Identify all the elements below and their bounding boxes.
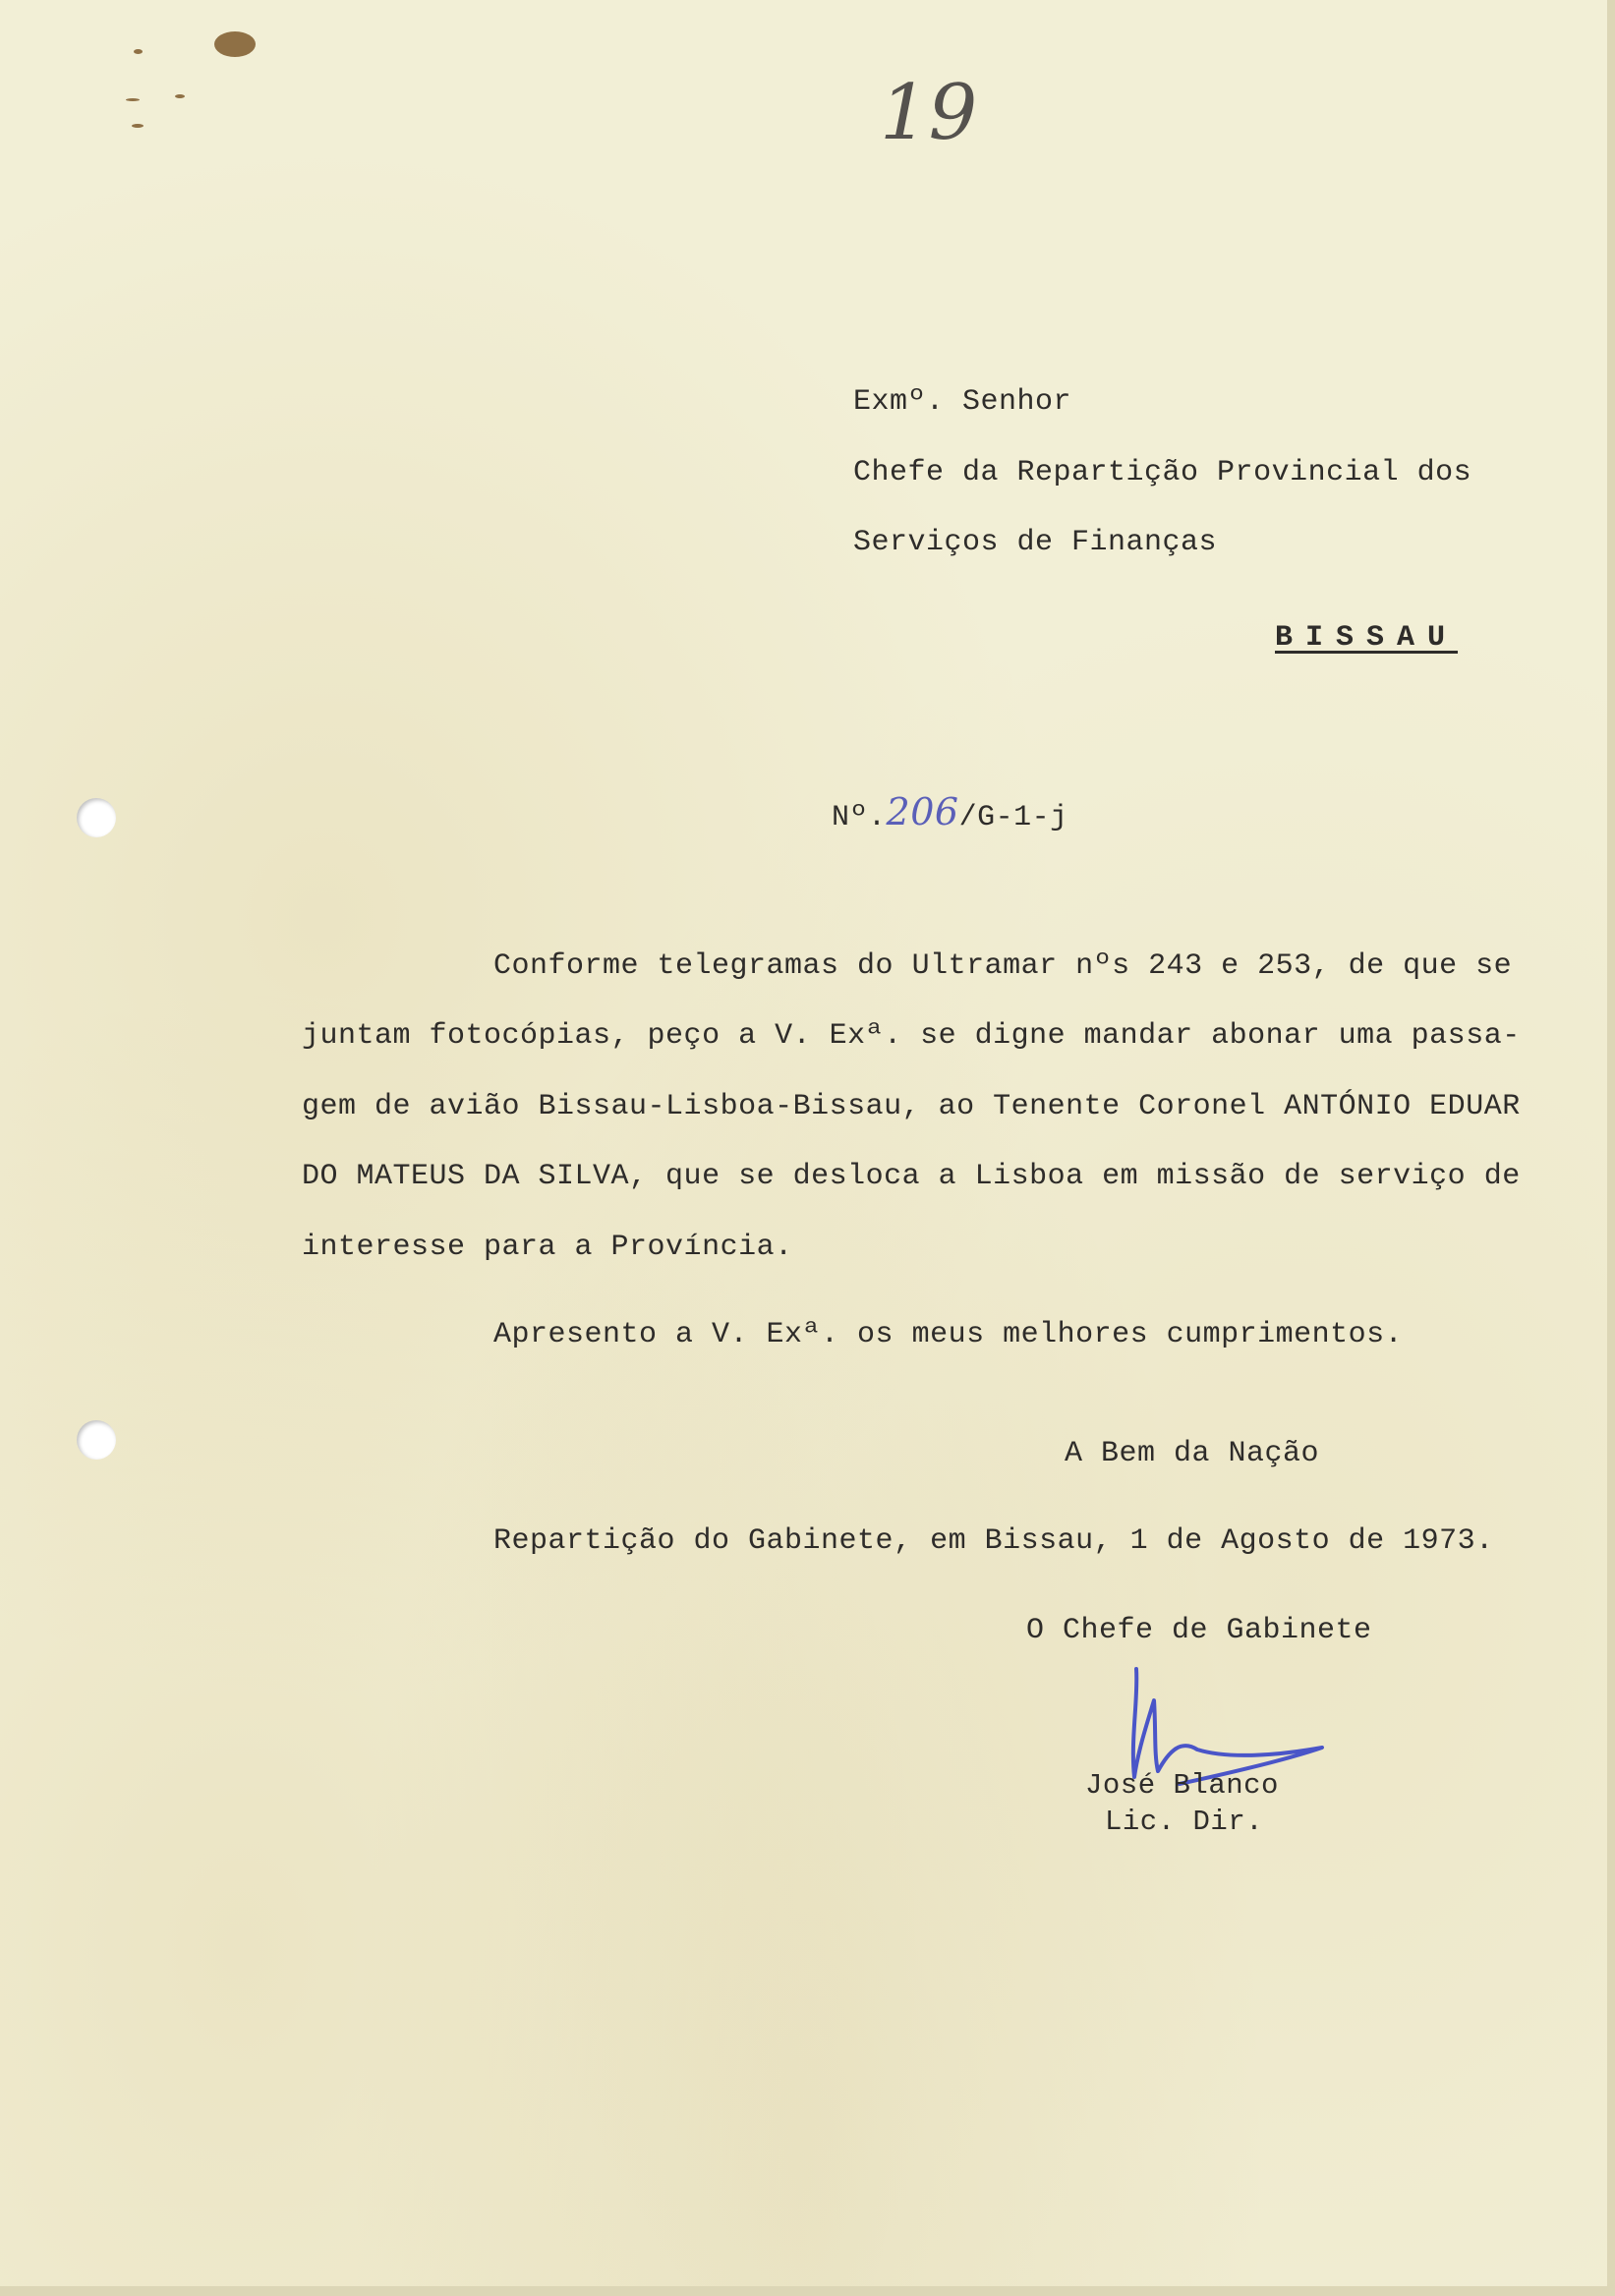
closing-motto: A Bem da Nação <box>1065 1437 1320 1470</box>
ink-speck <box>126 98 140 101</box>
ink-speck <box>134 49 143 54</box>
reference-handwritten-number: 206 <box>886 790 959 833</box>
ink-speck <box>132 124 144 128</box>
punch-hole-bottom <box>77 1420 116 1460</box>
body-line-5: interesse para a Província. <box>302 1231 793 1264</box>
addressee-city: BISSAU <box>1275 621 1459 655</box>
body-line-2: juntam fotocópias, peço a V. Exª. se digne mandar abonar uma passa- <box>302 1019 1521 1053</box>
page-edge-right <box>1607 0 1615 2296</box>
ink-stain <box>214 31 256 57</box>
page-edge-bottom <box>0 2286 1615 2296</box>
addressee-title-line2: Serviços de Finanças <box>853 526 1218 559</box>
ink-speck <box>175 94 185 98</box>
reference-prefix: Nº. <box>832 801 887 834</box>
body-line-4: DO MATEUS DA SILVA, que se desloca a Lisboa em missão de serviço de <box>302 1160 1521 1193</box>
reference-number <box>759 757 1068 868</box>
place-and-date: Repartição do Gabinete, em Bissau, 1 de Agosto de 1973. <box>493 1524 1494 1558</box>
signer-name: José Blanco <box>1085 1769 1279 1802</box>
body-line-1: Conforme telegramas do Ultramar nºs 243 e 253, de que se <box>493 949 1513 983</box>
signer-qualification: Lic. Dir. <box>1105 1806 1264 1838</box>
addressee-title-line1: Chefe da Repartição Provincial dos <box>853 456 1472 489</box>
body-line-3: gem de avião Bissau-Lisboa-Bissau, ao Tenente Coronel ANTÓNIO EDUAR <box>302 1090 1521 1123</box>
signer-title: O Chefe de Gabinete <box>1026 1614 1372 1647</box>
body-paragraph-2: Apresento a V. Exª. os meus melhores cumprimentos. <box>493 1318 1404 1351</box>
page-number: 19 <box>880 69 978 157</box>
punch-hole-top <box>77 798 116 837</box>
salutation: Exmº. Senhor <box>853 385 1072 419</box>
reference-suffix: /G-1-j <box>958 801 1068 834</box>
